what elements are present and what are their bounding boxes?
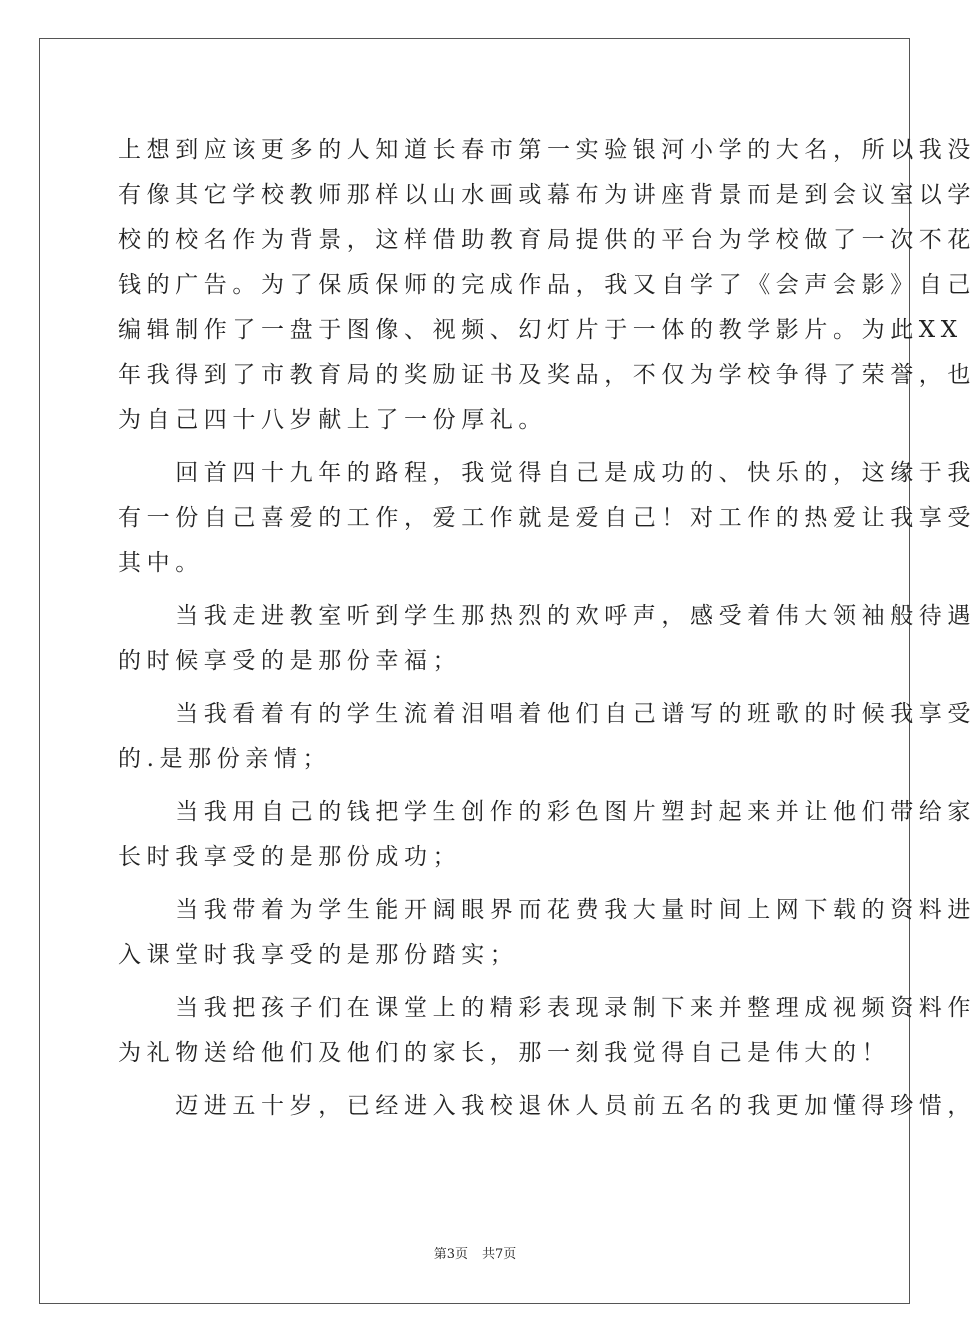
text-line: 的.是那份亲情；: [118, 746, 332, 772]
text-line: 当我走进教室听到学生那热烈的欢呼声，感受着伟大领袖般待遇: [118, 603, 976, 629]
paragraph: [118, 451, 976, 586]
text-line: 为礼物送给他们及他们的家长，那一刻我觉得自己是伟大的！: [118, 1040, 891, 1066]
paragraph: [118, 790, 976, 880]
text-line: 有一份自己喜爱的工作，爱工作就是爱自己！对工作的热爱让我享受: [118, 505, 976, 531]
text-line: 入课堂时我享受的是那份踏实；: [118, 942, 519, 968]
paragraph: [118, 888, 976, 978]
page-footer: [0, 1243, 950, 1262]
text-line: 回首四十九年的路程，我觉得自己是成功的、快乐的，这缘于我: [118, 460, 976, 486]
text-line: 长时我享受的是那份成功；: [118, 844, 462, 870]
paragraph: [118, 128, 976, 443]
text-line: 年我得到了市教育局的奖励证书及奖品，不仅为学校争得了荣誉，也: [118, 362, 976, 388]
text-line: 当我看着有的学生流着泪唱着他们自己谱写的班歌的时候我享受: [118, 701, 976, 727]
text-line: 编辑制作了一盘于图像、视频、幻灯片于一体的教学影片。为此XX: [118, 317, 963, 343]
text-line: 为自己四十八岁献上了一份厚礼。: [118, 407, 547, 433]
paragraph: [118, 692, 976, 782]
page-total: 共7页: [482, 1247, 517, 1262]
paragraph: [118, 1084, 976, 1129]
text-line: 钱的广告。为了保质保师的完成作品，我又自学了《会声会影》自己: [118, 272, 976, 298]
text-line: 当我带着为学生能开阔眼界而花费我大量时间上网下载的资料进: [118, 897, 976, 923]
paragraph: [118, 986, 976, 1076]
text-line: 有像其它学校教师那样以山水画或幕布为讲座背景而是到会议室以学: [118, 182, 976, 208]
text-line: 其中。: [118, 550, 204, 576]
text-line: 当我把孩子们在课堂上的精彩表现录制下来并整理成视频资料作: [118, 995, 976, 1021]
text-line: 迈进五十岁，已经进入我校退休人员前五名的我更加懂得珍惜，: [118, 1093, 976, 1119]
paragraph: [118, 594, 976, 684]
text-line: 校的校名作为背景，这样借助教育局提供的平台为学校做了一次不花: [118, 227, 976, 253]
text-line: 当我用自己的钱把学生创作的彩色图片塑封起来并让他们带给家: [118, 799, 976, 825]
document-body: [118, 128, 976, 1129]
page-number: 第3页: [433, 1247, 468, 1262]
text-line: 的时候享受的是那份幸福；: [118, 648, 462, 674]
text-line: 上想到应该更多的人知道长春市第一实验银河小学的大名，所以我没: [118, 137, 976, 163]
